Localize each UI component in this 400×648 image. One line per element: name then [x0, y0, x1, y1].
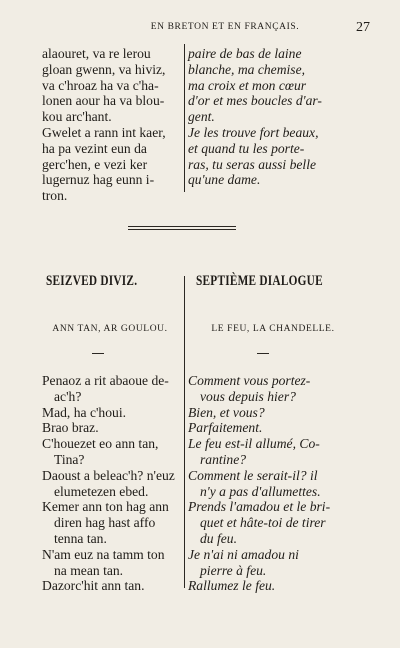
french-line: paire de bas de laine — [188, 46, 302, 61]
breton-line: N'am euz na tamm ton — [42, 546, 165, 562]
breton-line: Dazorc'hit ann tan. — [42, 578, 145, 594]
french-line: ras, tu seras aussi belle — [188, 156, 317, 172]
breton-line: ha pa vezint eun da — [42, 140, 147, 156]
breton-line: Mad, ha c'houi. — [42, 404, 126, 420]
breton-line: C'houezet eo ann tan, — [42, 436, 159, 452]
breton-dialogue-heading: SEIZVED DIVIZ. — [46, 273, 138, 289]
french-line: Prends l'amadou et le bri- — [188, 499, 331, 515]
french-heading-dash — [257, 353, 269, 354]
breton-line: na mean tan. — [54, 562, 124, 578]
french-line: qu'une dame. — [188, 172, 261, 188]
french-line: Le feu est-il allumé, Co- — [188, 436, 320, 452]
french-line: et quand tu les porte- — [188, 140, 305, 156]
breton-line: tenna tan. — [54, 530, 107, 546]
breton-line: Daoust a beleac'h? n'euz — [42, 467, 175, 483]
breton-line: gloan gwenn, va hiviz, — [42, 61, 166, 77]
bottom-french-column — [188, 373, 360, 594]
french-line: gent. — [188, 109, 215, 125]
breton-line: Penaoz a rit abaoue de- — [42, 373, 169, 388]
breton-line: Gwelet a rann int kaer, — [42, 124, 166, 140]
page-number: 27 — [356, 20, 370, 35]
french-line: d'or et mes boucles d'ar- — [188, 93, 322, 109]
breton-heading-dash — [92, 353, 104, 354]
top-french-column — [188, 46, 360, 188]
breton-line: Brao braz. — [42, 420, 99, 436]
french-line: vous depuis hier? — [200, 388, 296, 404]
french-line: du feu. — [200, 530, 237, 546]
french-line: Comment vous portez- — [188, 373, 311, 388]
column-divider — [184, 44, 185, 192]
breton-line: ac'h? — [54, 388, 82, 404]
breton-line: va c'hroaz ha va c'ha- — [42, 77, 159, 93]
running-head: EN BRETON ET EN FRANÇAIS. — [150, 22, 300, 32]
breton-line: alaouret, va re lerou — [42, 46, 151, 61]
french-line: rantine? — [200, 451, 247, 467]
top-breton-column — [42, 46, 182, 204]
column-divider — [184, 276, 185, 588]
french-line: Rallumez le feu. — [188, 578, 276, 594]
french-line: pierre à feu. — [200, 562, 267, 578]
breton-line: Tina? — [54, 451, 85, 467]
breton-line: kou arc'hant. — [42, 109, 112, 125]
french-line: ma croix et mon cœur — [188, 77, 307, 93]
breton-line: gerc'hen, e vezi ker — [42, 156, 148, 172]
section-separator — [128, 226, 236, 230]
breton-line: diren hag hast affo — [54, 515, 156, 531]
french-dialogue-subheading: LE FEU, LA CHANDELLE. — [211, 324, 335, 334]
bottom-breton-column — [42, 373, 182, 594]
french-line: Parfaitement. — [188, 420, 263, 436]
breton-line: Kemer ann ton hag ann — [42, 499, 169, 515]
french-line: n'y a pas d'allumettes. — [200, 483, 321, 499]
french-line: quet et hâte-toi de tirer — [200, 515, 326, 531]
french-line: Comment le serait-il? il — [188, 467, 318, 483]
french-dialogue-heading: SEPTIÈME DIALOGUE — [196, 273, 323, 289]
breton-line: tron. — [42, 188, 68, 204]
french-line: Je n'ai ni amadou ni — [188, 546, 299, 562]
french-line: blanche, ma chemise, — [188, 61, 306, 77]
breton-line: lonen aour ha va blou- — [42, 93, 165, 109]
breton-line: elumetezen ebed. — [54, 483, 149, 499]
breton-line: lugernuz hag eunn i- — [42, 172, 155, 188]
french-line: Je les trouve fort beaux, — [188, 124, 319, 140]
french-line: Bien, et vous? — [188, 404, 265, 420]
breton-dialogue-subheading: ANN TAN, AR GOULOU. — [52, 324, 168, 334]
